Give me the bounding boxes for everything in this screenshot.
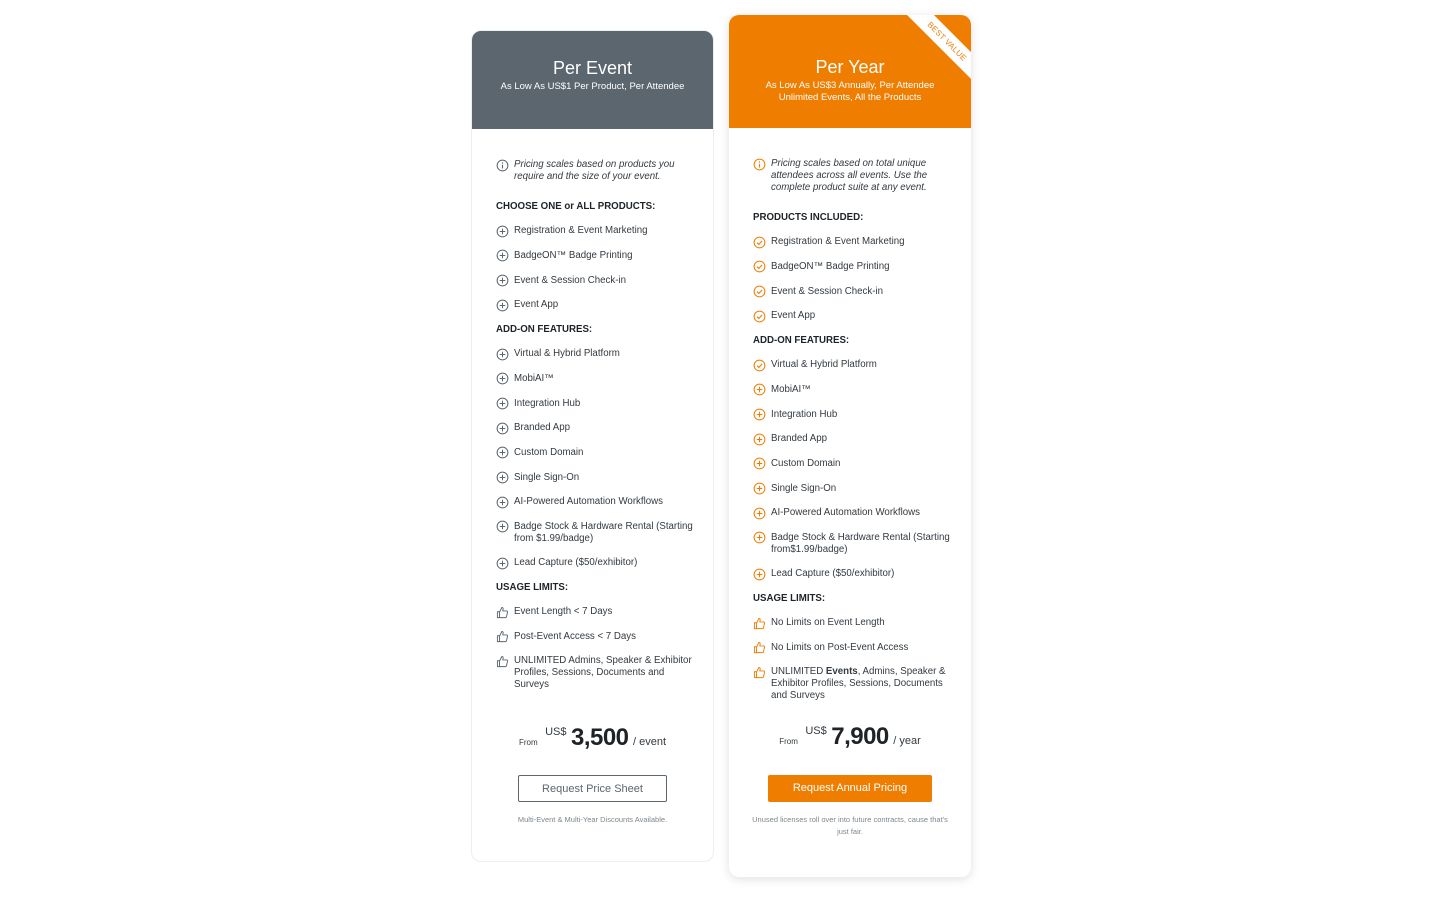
check-circle-icon xyxy=(753,359,766,372)
price-display xyxy=(472,724,713,752)
addon-item xyxy=(496,373,693,386)
usage-label: Event Length < 7 Days xyxy=(514,606,613,617)
addon-item xyxy=(496,472,693,485)
info-icon xyxy=(496,159,509,172)
addon-label: Badge Stock & Hardware Rental (Starting from$1.99/badge) xyxy=(771,531,950,555)
addon-item xyxy=(496,348,693,361)
addon-label: Single Sign-On xyxy=(514,471,580,483)
pricing-note-text: Pricing scales based on total unique attendees across all events. Use the complete product suite at any event. xyxy=(771,158,928,193)
per-event-feature-list xyxy=(496,159,693,704)
plus-circle-icon xyxy=(753,531,766,544)
addon-label: MobiAI™ xyxy=(514,372,554,384)
addon-item xyxy=(496,557,693,570)
check-circle-icon xyxy=(753,260,766,273)
usage-label: UNLIMITED Admins, Speaker & Exhibitor Profiles, Sessions, Documents and Surveys xyxy=(514,655,692,691)
addon-item xyxy=(753,507,951,520)
addon-label: Custom Domain xyxy=(771,457,841,469)
price-from: From xyxy=(779,737,798,746)
usage-item xyxy=(753,617,951,630)
addon-item xyxy=(753,458,951,471)
addon-label: Virtual & Hybrid Platform xyxy=(771,359,877,371)
addon-label: AI-Powered Automation Workflows xyxy=(514,496,663,508)
addon-item xyxy=(496,496,693,509)
product-label: Registration & Event Marketing xyxy=(771,236,905,248)
plan-footnote: Multi-Event & Multi-Year Discounts Available. xyxy=(517,815,668,824)
check-circle-icon xyxy=(753,285,766,298)
products-heading: PRODUCTS INCLUDED: xyxy=(753,212,864,223)
thumbs-up-icon xyxy=(753,617,766,630)
product-label: Event App xyxy=(771,310,816,322)
plus-circle-icon xyxy=(753,383,766,396)
usage-label: Post-Event Access < 7 Days xyxy=(514,630,636,642)
plus-circle-icon xyxy=(496,496,509,509)
plus-circle-icon xyxy=(496,299,509,312)
product-item xyxy=(753,310,951,323)
addon-item xyxy=(753,359,951,372)
addon-item xyxy=(753,409,951,422)
per-year-header xyxy=(729,15,971,128)
price-amount: 7,900 xyxy=(831,723,889,750)
pricing-note-text: Pricing scales based on products you require and the size of your event. xyxy=(514,159,675,182)
usage-heading: USAGE LIMITS: xyxy=(753,592,826,604)
thumbs-up-icon xyxy=(496,655,509,668)
per-event-plan-card xyxy=(471,30,714,862)
plan-subtitle-line-2: Unlimited Events, All the Products xyxy=(778,92,922,103)
addon-label: Lead Capture ($50/exhibitor) xyxy=(514,557,638,569)
plus-circle-icon xyxy=(496,249,509,262)
plus-circle-icon xyxy=(496,422,509,435)
addon-label: Custom Domain xyxy=(514,446,584,458)
request-price-sheet-button[interactable]: Request Price Sheet xyxy=(518,775,667,802)
addon-item xyxy=(496,447,693,460)
product-item xyxy=(496,275,693,288)
plus-circle-icon xyxy=(496,274,509,287)
unlimited-rest: , Admins, Speaker & Exhibitor Profiles, Sessions, Documents and Surveys xyxy=(771,666,946,702)
plus-circle-icon xyxy=(496,446,509,459)
price-from: From xyxy=(518,738,538,747)
best-value-ribbon xyxy=(899,15,971,87)
addon-label: AI-Powered Automation Workflows xyxy=(771,507,920,519)
unlimited-prefix: UNLIMITED xyxy=(771,666,824,678)
per-event-header xyxy=(472,31,713,129)
addon-label: Branded App xyxy=(771,433,828,445)
plus-circle-icon xyxy=(753,408,766,421)
plus-circle-icon xyxy=(496,225,509,238)
addon-item xyxy=(496,521,693,545)
addon-label: Lead Capture ($50/exhibitor) xyxy=(771,568,895,580)
price-display xyxy=(729,723,971,751)
addon-label: Integration Hub xyxy=(514,397,581,409)
pricing-note xyxy=(496,159,693,183)
check-circle-icon xyxy=(753,310,766,323)
addon-label: Virtual & Hybrid Platform xyxy=(514,348,620,360)
usage-item xyxy=(753,642,951,655)
addon-label: Integration Hub xyxy=(771,408,838,420)
usage-label xyxy=(771,666,951,702)
addon-label: Branded App xyxy=(514,422,571,434)
addon-item xyxy=(753,532,951,556)
addon-label: MobiAI™ xyxy=(771,383,811,395)
info-icon xyxy=(753,158,766,171)
plus-circle-icon xyxy=(753,433,766,446)
check-circle-icon xyxy=(753,236,766,249)
product-label: Registration & Event Marketing xyxy=(514,225,648,237)
addon-item xyxy=(753,568,951,581)
plus-circle-icon xyxy=(496,520,509,533)
products-heading: CHOOSE ONE or ALL PRODUCTS: xyxy=(496,201,656,212)
addon-item xyxy=(753,384,951,397)
usage-heading: USAGE LIMITS: xyxy=(496,581,569,593)
addon-item xyxy=(496,398,693,411)
pricing-note xyxy=(753,158,951,194)
usage-item xyxy=(496,631,693,644)
product-label: Event App xyxy=(514,299,559,311)
plan-subtitle: As Low As US$1 Per Product, Per Attendee xyxy=(500,81,685,92)
per-year-feature-list xyxy=(753,158,951,715)
product-item xyxy=(753,286,951,299)
price-amount: 3,500 xyxy=(570,724,629,751)
thumbs-up-icon xyxy=(496,630,509,643)
addon-item xyxy=(753,433,951,446)
addon-label: Badge Stock & Hardware Rental (Starting from $1.99/badge) xyxy=(514,520,693,544)
price-unit: / event xyxy=(632,736,667,748)
product-item xyxy=(753,261,951,274)
thumbs-up-icon xyxy=(496,606,509,619)
product-label: BadgeON™ Badge Printing xyxy=(771,260,890,272)
plus-circle-icon xyxy=(496,372,509,385)
usage-item xyxy=(496,606,693,619)
price-unit: / year xyxy=(893,735,921,747)
usage-label: No Limits on Post-Event Access xyxy=(771,641,909,653)
product-item xyxy=(496,299,693,312)
addon-label: Single Sign-On xyxy=(771,482,837,494)
addon-item xyxy=(753,483,951,496)
plus-circle-icon xyxy=(753,507,766,520)
plus-circle-icon xyxy=(496,471,509,484)
addons-heading: ADD-ON FEATURES: xyxy=(496,323,593,335)
plus-circle-icon xyxy=(753,482,766,495)
thumbs-up-icon xyxy=(753,666,766,679)
usage-item xyxy=(753,666,951,702)
per-year-plan-card xyxy=(729,15,971,877)
best-value-label: BEST VALUE xyxy=(901,15,971,87)
thumbs-up-icon xyxy=(753,641,766,654)
product-label: Event & Session Check-in xyxy=(514,274,626,286)
product-item xyxy=(496,250,693,263)
usage-label: No Limits on Event Length xyxy=(771,617,885,628)
plan-footnote: Unused licenses roll over into future contracts, cause that's just fair. xyxy=(752,815,948,836)
unlimited-bold: Events xyxy=(825,666,858,678)
plan-title: Per Event xyxy=(552,58,633,78)
product-label: Event & Session Check-in xyxy=(771,285,883,297)
plus-circle-icon xyxy=(496,397,509,410)
usage-item xyxy=(496,655,693,691)
request-annual-pricing-button[interactable]: Request Annual Pricing xyxy=(768,775,932,802)
product-item xyxy=(753,236,951,249)
plus-circle-icon xyxy=(496,557,509,570)
price-currency: US$ xyxy=(545,726,567,738)
product-label: BadgeON™ Badge Printing xyxy=(514,249,633,261)
plus-circle-icon xyxy=(753,457,766,470)
addon-item xyxy=(496,422,693,435)
addons-heading: ADD-ON FEATURES: xyxy=(753,334,850,346)
price-currency: US$ xyxy=(805,725,827,737)
product-item xyxy=(496,225,693,238)
plan-subtitle-line-1: As Low As US$3 Annually, Per Attendee xyxy=(765,80,935,91)
plus-circle-icon xyxy=(753,568,766,581)
plus-circle-icon xyxy=(496,348,509,361)
plan-title: Per Year xyxy=(815,57,885,77)
